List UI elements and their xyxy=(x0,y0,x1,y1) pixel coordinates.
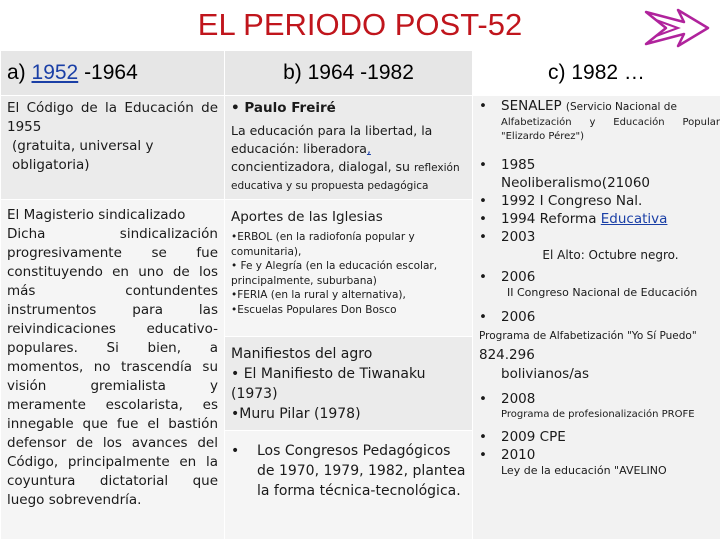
timeline-2003-sub: El Alto: Octubre negro. xyxy=(542,248,679,262)
timeline-1992: • 1992 I Congreso Nal. xyxy=(479,193,643,209)
timeline-2008: • 2008 xyxy=(479,391,536,407)
magisterio-body: Dicha sindicalización progresivamente se fue constituyendo en uno de los más contundentes instrumentos para las reivindicaciones educativo-populares. Si bien, a momentos, no trascendía su visión gremialista y meramente escolarista, es innegable que fue el bastión defensor de los avances del Código, principalmente en la coyuntura dictatorial que luego sobrevendría. xyxy=(7,226,218,508)
column-header-1: a) 1952 -1964 xyxy=(1,51,225,96)
cell-agro xyxy=(225,337,473,431)
cell-iglesias xyxy=(225,200,473,337)
codigo-subtitle: (gratuita, universal y obligatoria) xyxy=(12,138,154,173)
timeline-2006b: • 2006 xyxy=(479,309,536,325)
iglesias-item-don-bosco: •Escuelas Populares Don Bosco xyxy=(231,303,397,316)
cell-magisterio xyxy=(1,200,225,540)
timeline-list xyxy=(473,96,720,478)
congresos-text: Los Congresos Pedagógicos de 1970, 1979, 1982, plantea la forma técnica-tecnológica. xyxy=(257,443,466,499)
column-header-2: b) 1964 -1982 xyxy=(225,51,473,96)
magisterio-block xyxy=(1,200,224,514)
freire-text-2: concientizadora, dialogal, su xyxy=(231,159,410,174)
cell-timeline xyxy=(473,96,720,540)
freire-bullet: • xyxy=(231,100,240,116)
timeline-2006a: • 2006 xyxy=(479,269,536,285)
timeline-senalep-sub: Alfabetización y Educación Popular "Elizardo Pérez") xyxy=(501,117,720,142)
magisterio-title: El Magisterio sindicalizado xyxy=(7,207,186,223)
timeline-2010-sub: Ley de la educación "AVELINO xyxy=(501,464,667,477)
content-table xyxy=(0,50,720,540)
freire-text-small: reflexión educativa y su propuesta pedagógica xyxy=(231,162,460,192)
freire-comma-link[interactable]: , xyxy=(366,141,371,156)
cell-codigo xyxy=(1,96,225,200)
timeline-2008-sub: Programa de profesionalización PROFE xyxy=(501,409,695,420)
congresos-block xyxy=(225,431,472,505)
timeline-1994: • 1994 Reforma Educativa xyxy=(479,211,668,227)
iglesias-item-fe-alegria: • Fe y Alegría (en la educación escolar, principalmente, suburbana) xyxy=(231,260,438,287)
timeline-2006a-sub: II Congreso Nacional de Educación xyxy=(507,286,698,299)
link-1952[interactable]: 1952 xyxy=(31,61,79,84)
freire-text-1: La educación para la libertad, la educación: liberadora xyxy=(231,123,433,156)
iglesias-item-erbol: •ERBOL (en la radiofonía popular y comunitaria), xyxy=(231,231,415,258)
congresos-bullet: • xyxy=(231,443,240,459)
agro-block xyxy=(225,337,472,428)
agro-item-muru-pilar: •Muru Pilar (1978) xyxy=(231,406,361,422)
timeline-1985-sub: Neoliberalismo(21060 xyxy=(501,175,651,191)
timeline-2010: • 2010 xyxy=(479,447,536,463)
agro-item-tiwanaku: • El Manifiesto de Tiwanaku (1973) xyxy=(231,366,426,402)
iglesias-block xyxy=(225,200,472,321)
slide-title: EL PERIODO POST-52 xyxy=(0,0,720,50)
timeline-2009: • 2009 CPE xyxy=(479,429,566,445)
iglesias-item-feria: •FERIA (en la rural y alternativa), xyxy=(231,289,406,301)
codigo-block xyxy=(1,96,224,179)
timeline-senalep: • SENALEP (Servicio Nacional de xyxy=(479,98,677,114)
freire-block xyxy=(225,96,472,198)
cell-freire xyxy=(225,96,473,200)
timeline-2003: • 2003 xyxy=(479,229,536,245)
column-header-3: c) 1982 … xyxy=(473,51,720,96)
iglesias-title: Aportes de las Iglesias xyxy=(231,209,383,225)
cell-congresos xyxy=(225,431,473,540)
freire-name: Paulo Freiré xyxy=(244,100,336,116)
agro-title: Manifiestos del agro xyxy=(231,346,373,362)
timeline-2006b-sub: Programa de Alfabetización "Yo Sí Puedo" 824.296 bolivianos/as xyxy=(479,330,697,382)
arrow-icon xyxy=(644,6,710,50)
timeline-1985: • 1985 xyxy=(479,157,536,173)
link-educativa[interactable]: Educativa xyxy=(600,211,668,227)
codigo-title: El Código de la Educación de 1955 xyxy=(7,100,218,135)
